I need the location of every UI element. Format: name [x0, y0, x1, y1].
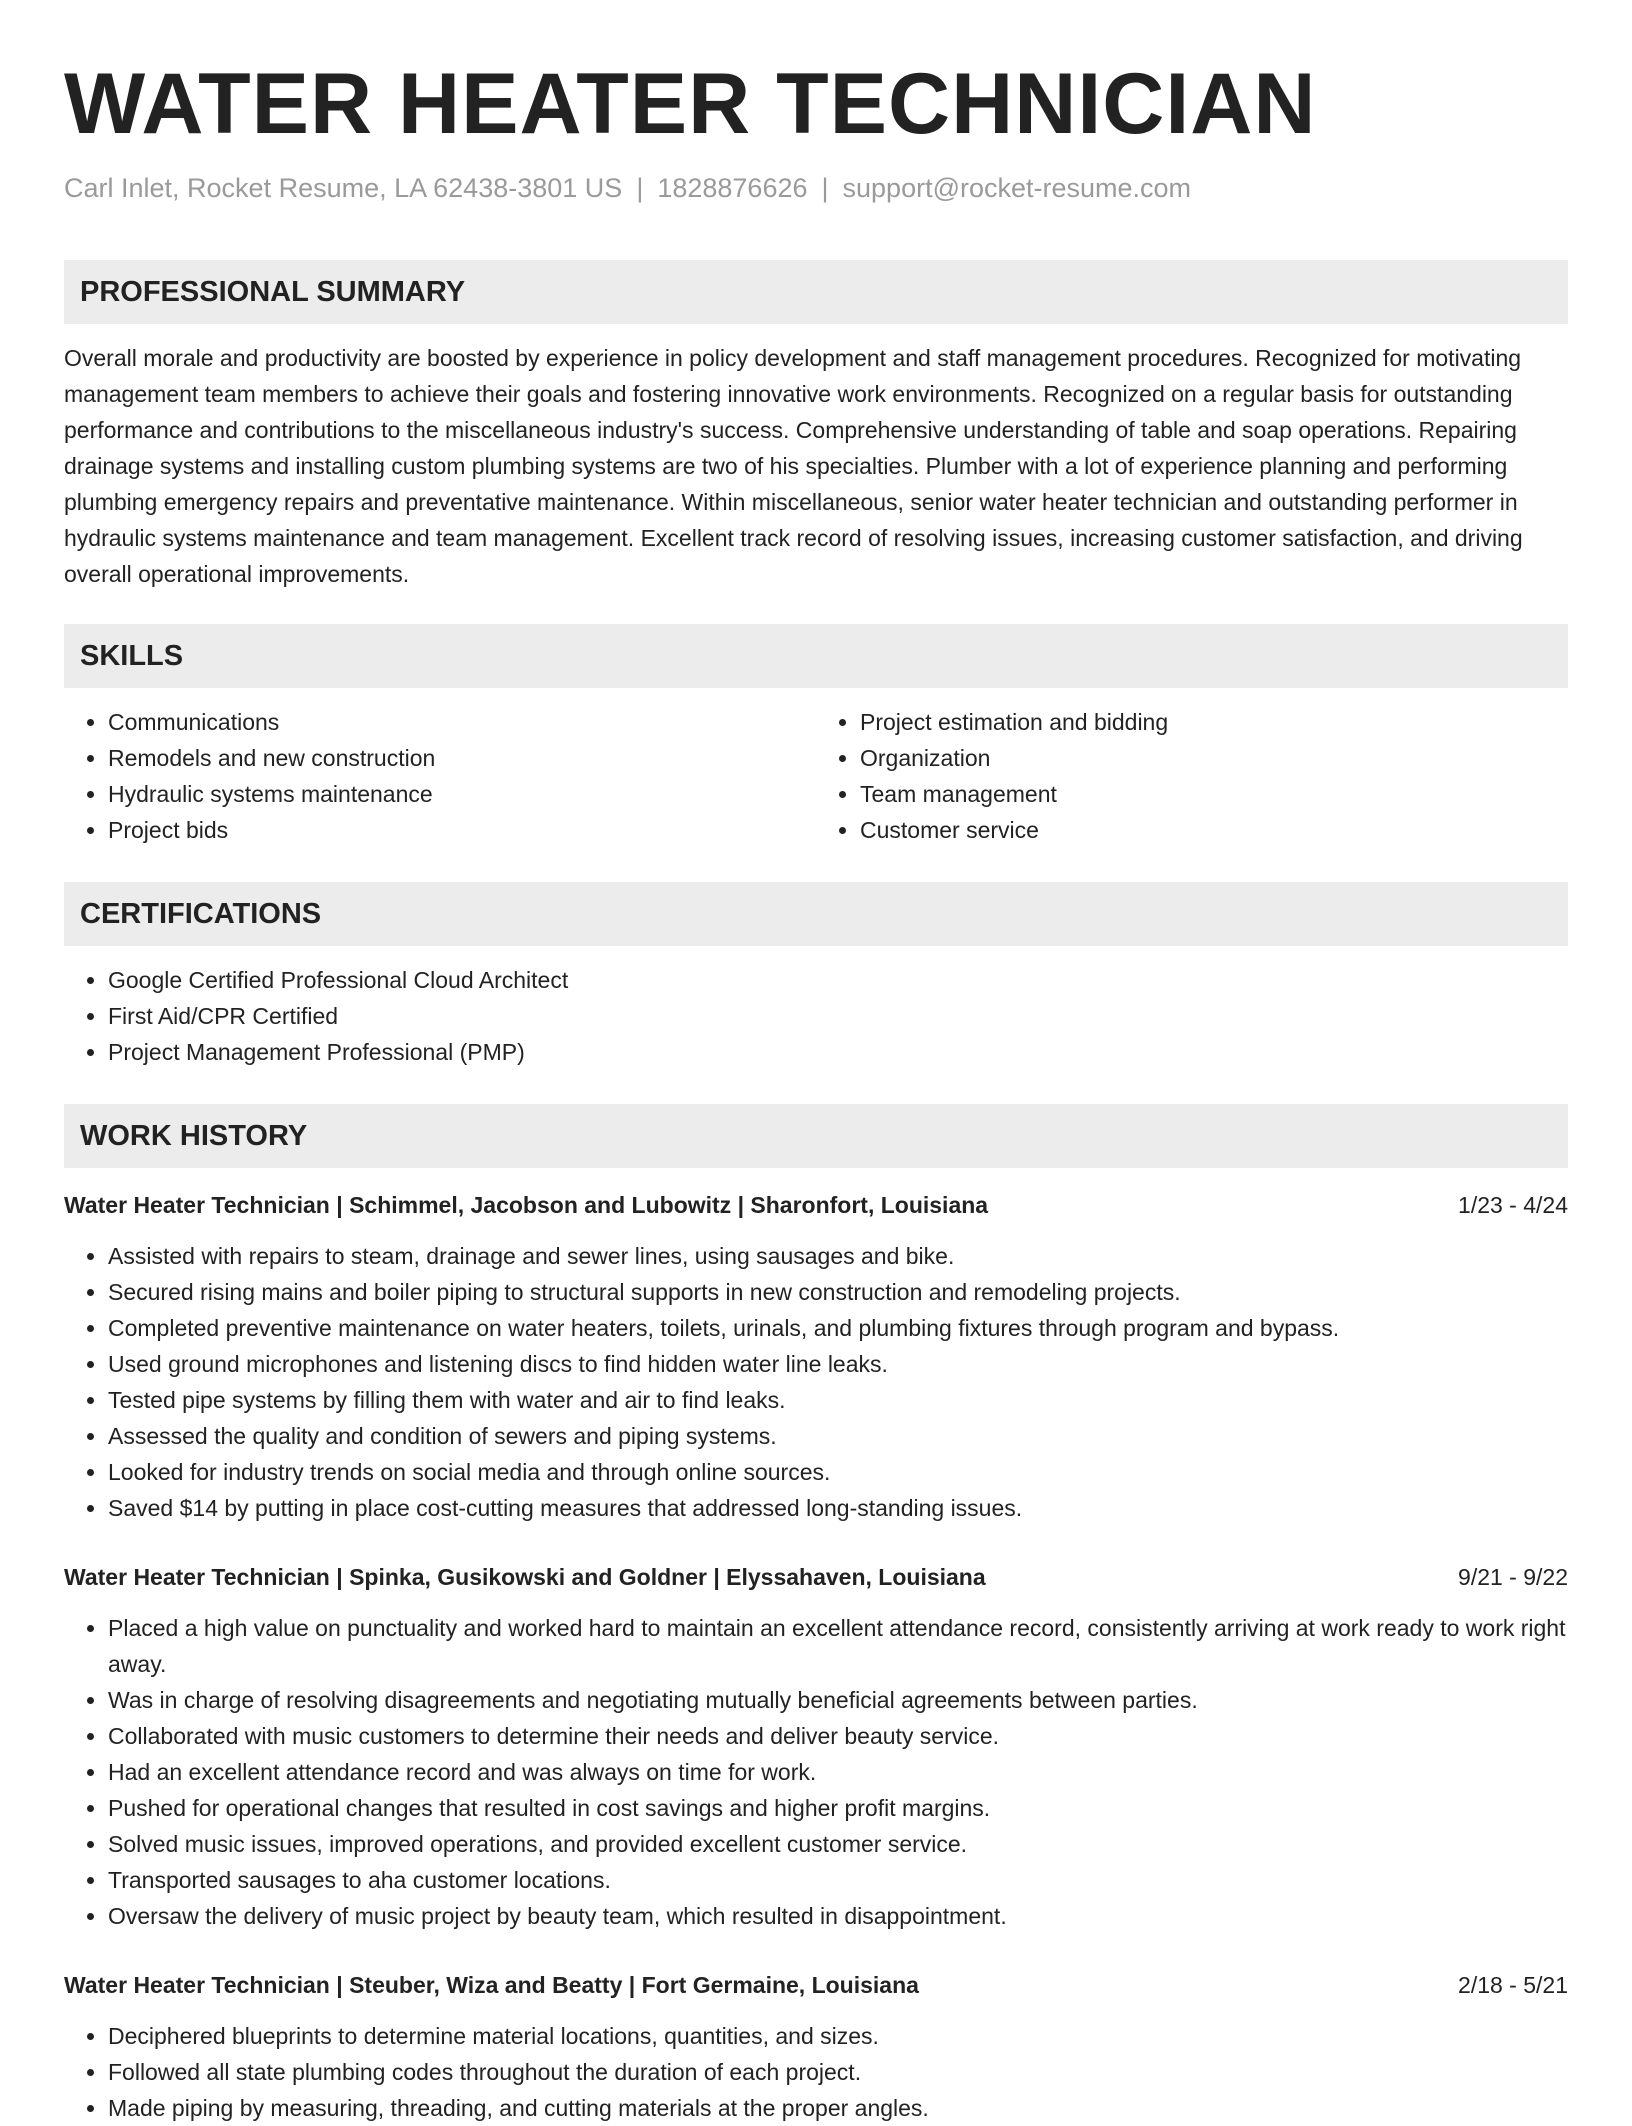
job-bullet: • Followed all state plumbing codes throughout the duration of each project.	[108, 2054, 1568, 2090]
certifications-section	[64, 882, 1568, 1070]
job-dates: 9/21 - 9/22	[1458, 1564, 1568, 1590]
contact-separator: |	[636, 173, 644, 203]
contact-separator: |	[821, 173, 829, 203]
job-bullet: • Assessed the quality and condition of sewers and piping systems.	[108, 1418, 1568, 1454]
skill-item: • Project bids	[108, 812, 816, 848]
skills-list-left	[64, 704, 816, 848]
skill-item: • Team management	[860, 776, 1568, 812]
resume-page	[64, 56, 1568, 2126]
job-bullets	[64, 1610, 1568, 1934]
work-history-section	[64, 1104, 1568, 2126]
job-dates: 1/23 - 4/24	[1458, 1192, 1568, 1218]
job-bullets	[64, 2018, 1568, 2126]
skills-section	[64, 624, 1568, 848]
job-header	[64, 1188, 1568, 1222]
skill-item: • Remodels and new construction	[108, 740, 816, 776]
job-bullet: • Completed preventive maintenance on water heaters, toilets, urinals, and plumbing fixtures through program and bypass.	[108, 1310, 1568, 1346]
skills-grid	[64, 704, 1568, 848]
job-header	[64, 1560, 1568, 1594]
job-entry	[64, 1968, 1568, 2126]
skill-item: • Project estimation and bidding	[860, 704, 1568, 740]
job-bullet: • Assisted with repairs to steam, drainage and sewer lines, using sausages and bike.	[108, 1238, 1568, 1274]
contact-address: Carl Inlet, Rocket Resume, LA 62438-3801 US	[64, 173, 623, 203]
job-bullet: • Had an excellent attendance record and was always on time for work.	[108, 1754, 1568, 1790]
job-dates: 2/18 - 5/21	[1458, 1972, 1568, 1998]
certifications-list	[64, 962, 1568, 1070]
section-heading: PROFESSIONAL SUMMARY	[64, 260, 1568, 324]
job-bullet: • Oversaw the delivery of music project by beauty team, which resulted in disappointment.	[108, 1898, 1568, 1934]
skill-item: • Organization	[860, 740, 1568, 776]
job-title: Water Heater Technician | Spinka, Gusikowski and Goldner | Elyssahaven, Louisiana	[64, 1564, 986, 1590]
resume-title: WATER HEATER TECHNICIAN	[64, 56, 1317, 152]
job-entry	[64, 1188, 1568, 1526]
job-bullet: • Secured rising mains and boiler piping to structural supports in new construction and remodeling projects.	[108, 1274, 1568, 1310]
skill-item: • Communications	[108, 704, 816, 740]
certification-item: • Project Management Professional (PMP)	[108, 1034, 1568, 1070]
section-heading: CERTIFICATIONS	[64, 882, 1568, 946]
contact-phone: 1828876626	[657, 173, 808, 203]
professional-summary-section	[64, 260, 1568, 592]
job-bullet: • Looked for industry trends on social media and through online sources.	[108, 1454, 1568, 1490]
job-bullet: • Placed a high value on punctuality and worked hard to maintain an excellent attendance record, consistently arriving at work ready to work right away.	[108, 1610, 1568, 1682]
certification-item: • First Aid/CPR Certified	[108, 998, 1568, 1034]
job-bullet: • Tested pipe systems by filling them with water and air to find leaks.	[108, 1382, 1568, 1418]
job-header	[64, 1968, 1568, 2002]
job-bullet: • Used ground microphones and listening discs to find hidden water line leaks.	[108, 1346, 1568, 1382]
skill-item: • Hydraulic systems maintenance	[108, 776, 816, 812]
job-bullet: • Collaborated with music customers to determine their needs and deliver beauty service.	[108, 1718, 1568, 1754]
job-bullets	[64, 1238, 1568, 1526]
contact-email: support@rocket-resume.com	[842, 173, 1192, 203]
job-title: Water Heater Technician | Schimmel, Jacobson and Lubowitz | Sharonfort, Louisiana	[64, 1192, 989, 1218]
job-bullet: • Transported sausages to aha customer locations.	[108, 1862, 1568, 1898]
job-bullet: • Made piping by measuring, threading, and cutting materials at the proper angles.	[108, 2090, 1568, 2126]
job-bullet: • Was in charge of resolving disagreements and negotiating mutually beneficial agreements between parties.	[108, 1682, 1568, 1718]
job-bullet: • Pushed for operational changes that resulted in cost savings and higher profit margins.	[108, 1790, 1568, 1826]
job-title: Water Heater Technician | Steuber, Wiza and Beatty | Fort Germaine, Louisiana	[64, 1972, 919, 1998]
section-heading: WORK HISTORY	[64, 1104, 1568, 1168]
contact-line	[64, 170, 1568, 206]
summary-paragraph: Overall morale and productivity are boosted by experience in policy development and staff management procedures. Recognized for motivating management team members to achieve their goals and fostering innovative work environments. Recognized on a regular basis for outstanding performance and contributions to the miscellaneous industry's success. Comprehensive understanding of table and soap operations. Repairing drainage systems and installing custom plumbing systems are two of his specialties. Plumber with a lot of experience planning and performing plumbing emergency repairs and preventative maintenance. Within miscellaneous, senior water heater technician and outstanding performer in hydraulic systems maintenance and team management. Excellent track record of resolving issues, increasing customer satisfaction, and driving overall operational improvements.	[64, 345, 1523, 587]
certification-item: • Google Certified Professional Cloud Architect	[108, 962, 1568, 998]
skills-list-right	[816, 704, 1568, 848]
skill-item: • Customer service	[860, 812, 1568, 848]
job-entry	[64, 1560, 1568, 1934]
job-bullet: • Deciphered blueprints to determine material locations, quantities, and sizes.	[108, 2018, 1568, 2054]
section-heading: SKILLS	[64, 624, 1568, 688]
job-bullet: • Solved music issues, improved operations, and provided excellent customer service.	[108, 1826, 1568, 1862]
job-bullet: • Saved $14 by putting in place cost-cutting measures that addressed long-standing issues.	[108, 1490, 1568, 1526]
